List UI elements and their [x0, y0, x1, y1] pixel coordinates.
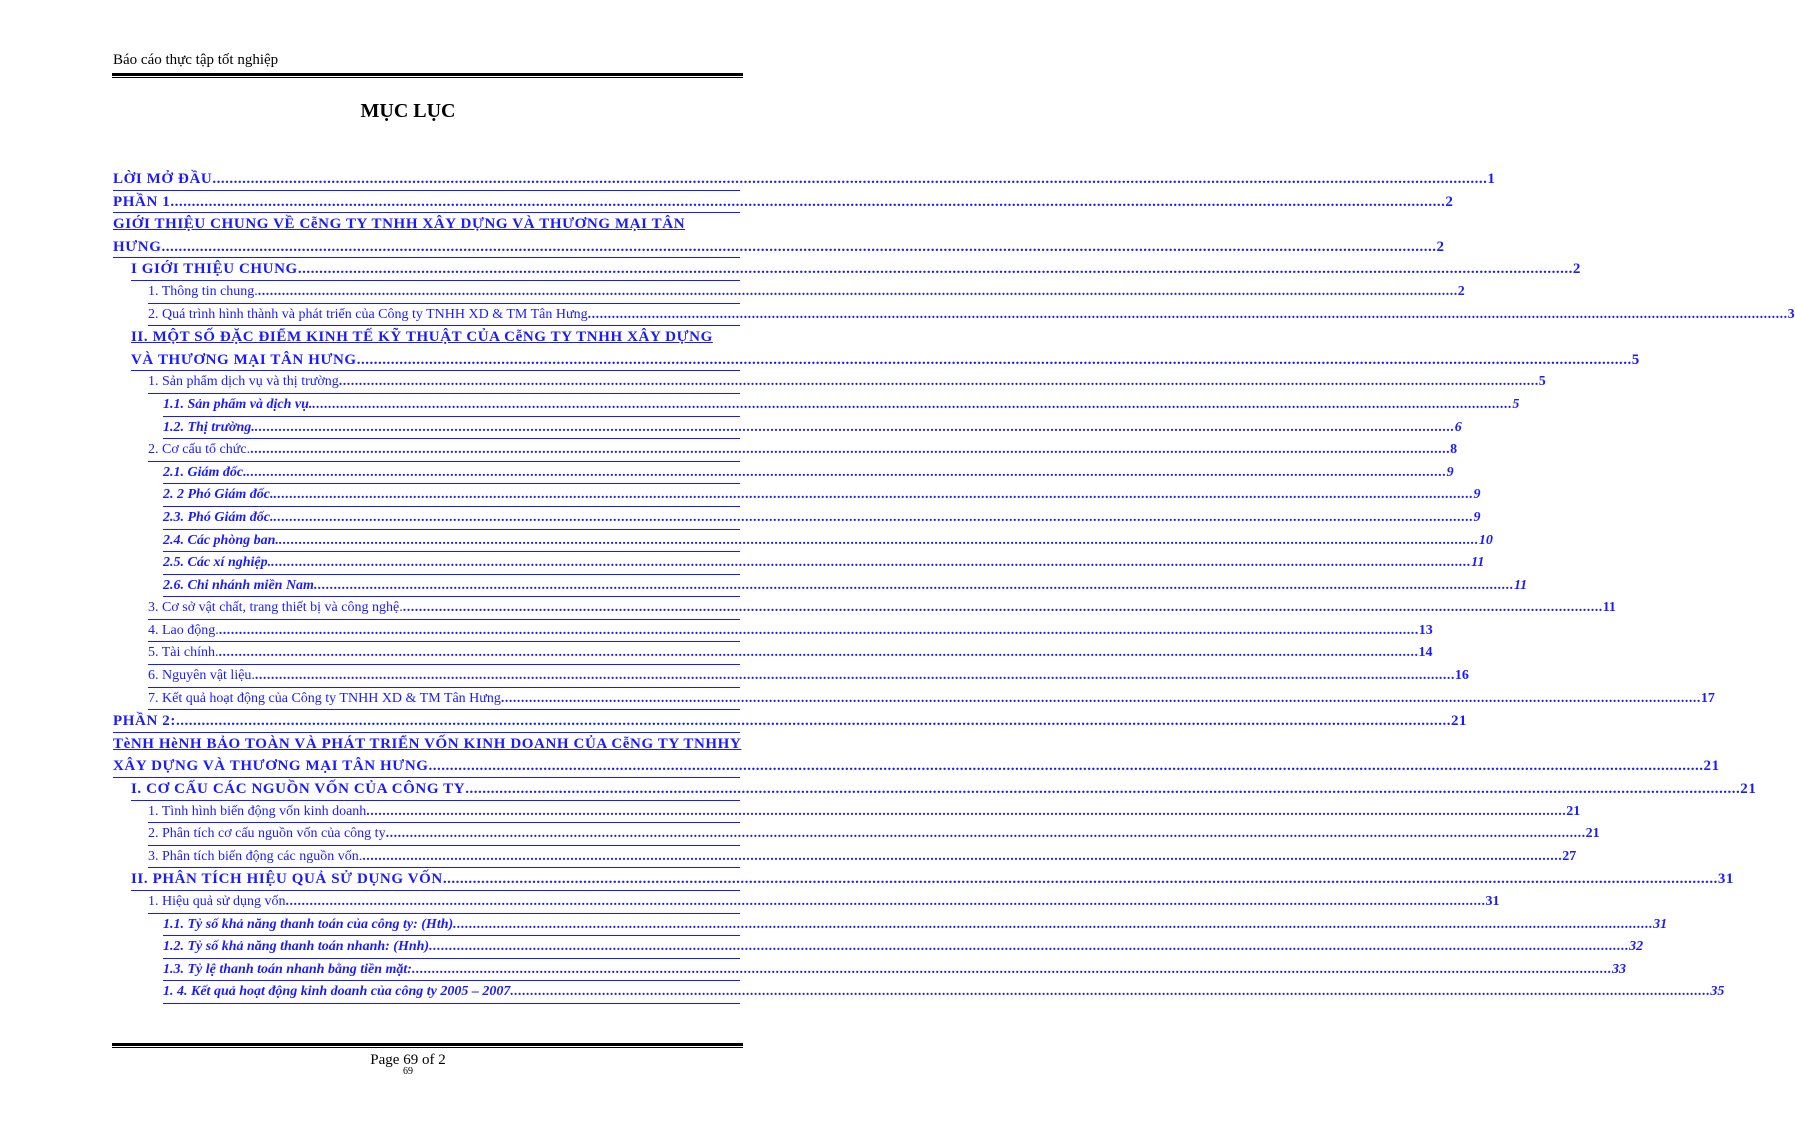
toc-entry[interactable]	[163, 462, 1454, 485]
footer-rule	[112, 1043, 743, 1048]
page-footer: Page 69 of 2	[370, 1052, 446, 1068]
toc-entry[interactable]	[131, 326, 740, 349]
header-rule	[112, 73, 743, 78]
dot-leader: ............................................................................................................................................................................................................................................................................................................	[312, 396, 1513, 412]
dot-leader: ............................................................................................................................................................................................................................................................................................................	[366, 803, 1567, 819]
dot-leader: ............................................................................................................................................................................................................................................................................................................	[385, 826, 1586, 842]
dot-leader: ............................................................................................................................................................................................................................................................................................................	[356, 351, 1632, 368]
toc-entry-title[interactable]: PHẦN 2:	[113, 713, 176, 730]
toc-entry-title[interactable]: 2. Quá trình hình thành và phát triển của Công ty TNHH XD & TM Tân Hưng	[148, 306, 588, 322]
toc-entry[interactable]	[131, 868, 1735, 891]
toc-entry[interactable]	[148, 620, 1433, 643]
toc-entry-title[interactable]: 1.1. Sản phẩm và dịch vụ.	[163, 396, 313, 412]
toc-entry-title[interactable]: 2. Cơ cấu tổ chức.	[148, 442, 251, 458]
toc-entry[interactable]	[148, 642, 1433, 665]
dot-leader: ............................................................................................................................................................................................................................................................................................................	[218, 622, 1419, 638]
toc-entry-title[interactable]: 1. Tình hình biến động vốn kinh doanh	[148, 803, 367, 819]
toc-page-number[interactable]: 21	[1450, 713, 1468, 730]
toc-entry-title[interactable]: 3. Phân tích biến động các nguồn vốn.	[148, 848, 363, 864]
dot-leader: ............................................................................................................................................................................................................................................................................................................	[429, 939, 1630, 955]
toc-entry-title[interactable]: I. CƠ CẤU CÁC NGUỒN VỐN CỦA CÔNG TY	[131, 781, 466, 798]
toc-entry[interactable]	[131, 258, 1581, 281]
toc-entry[interactable]	[113, 236, 1445, 259]
toc-entry-title[interactable]: 2. Phân tích cơ cấu nguồn vốn của công ty	[148, 826, 386, 842]
toc-page-number[interactable]: 9	[1473, 487, 1481, 503]
toc-entry-title[interactable]: 1. Thông tin chung.	[148, 283, 258, 299]
toc-entry[interactable]	[163, 575, 1528, 598]
toc-entry-title[interactable]: I GIỚI THIỆU CHUNG	[131, 261, 298, 278]
toc-entry-title[interactable]: 7. Kết quả hoạt động của Công ty TNHH XD & TM Tân Hưng	[148, 690, 501, 706]
toc-page-number[interactable]: 11	[1602, 600, 1616, 616]
toc-entry[interactable]	[163, 981, 1725, 1004]
toc-entry-title[interactable]: II. PHÂN TÍCH HIỆU QUẢ SỬ DỤNG VỐN	[131, 871, 443, 888]
toc-entry[interactable]	[163, 530, 1493, 553]
toc-page-number[interactable]: 21	[1566, 803, 1581, 819]
dot-leader: ............................................................................................................................................................................................................................................................................................................	[278, 532, 1479, 548]
toc-entry[interactable]	[148, 891, 1500, 914]
toc-entry-title[interactable]: LỜI MỞ ĐẦU	[113, 171, 213, 187]
toc-entry[interactable]	[163, 552, 1485, 575]
toc-entry-title[interactable]: 2.3. Phó Giám đốc.	[163, 509, 274, 525]
page-title: MỤC LỤC	[360, 100, 456, 122]
dot-leader: ............................................................................................................................................................................................................................................................................................................	[285, 894, 1486, 909]
toc-entry-title[interactable]: 2. 2 Phó Giám đốc.	[163, 487, 274, 503]
toc-entry[interactable]	[148, 597, 1616, 620]
dot-leader: ............................................................................................................................................................................................................................................................................................................	[175, 713, 1451, 730]
toc-entry[interactable]	[131, 778, 1757, 801]
toc-entry[interactable]	[113, 755, 1720, 778]
dot-leader: ............................................................................................................................................................................................................................................................................................................	[212, 171, 1488, 187]
dot-leader: ............................................................................................................................................................................................................................................................................................................	[453, 916, 1654, 932]
toc-page-number[interactable]: 5	[1631, 351, 1640, 368]
toc-entry-title[interactable]: XÂY DỰNG VÀ THƯƠNG MẠI TÂN HƯNG	[113, 758, 429, 775]
toc-page-number[interactable]: 32	[1629, 939, 1644, 955]
toc-page-number[interactable]: 2	[1572, 261, 1581, 278]
toc-page-number[interactable]: 1	[1487, 171, 1496, 187]
dot-leader: ............................................................................................................................................................................................................................................................................................................	[250, 442, 1451, 458]
toc-entry[interactable]	[113, 733, 740, 756]
toc-entry[interactable]	[113, 168, 1496, 191]
toc-entry-title[interactable]: 1. 4. Kết quả hoạt động kinh doanh của công ty 2005 – 2007	[163, 984, 511, 1000]
toc-entry-title[interactable]: PHẦN 1	[113, 193, 171, 210]
dot-leader: ............................................................................................................................................................................................................................................................................................................	[254, 668, 1455, 684]
dot-leader: ............................................................................................................................................................................................................................................................................................................	[257, 283, 1458, 299]
toc-page-number[interactable]: 33	[1611, 961, 1626, 977]
toc-entry[interactable]	[163, 417, 1462, 440]
toc-page-number[interactable]: 31	[1653, 916, 1668, 932]
toc-page-number[interactable]: 11	[1471, 555, 1485, 571]
toc-entry-title[interactable]: TèNH HèNH BẢO TOÀN VÀ PHÁT TRIỂN VỐN KINH DOANH CỦA CễNG TY TNHHY	[113, 735, 742, 752]
toc-page-number[interactable]: 6	[1454, 419, 1462, 435]
toc-entry-title[interactable]: 2.6. Chi nhánh miền Nam	[163, 577, 314, 593]
dot-leader: ............................................................................................................................................................................................................................................................................................................	[246, 464, 1447, 480]
toc-page-number[interactable]: 5	[1538, 374, 1546, 390]
toc-entry[interactable]	[163, 484, 1481, 507]
toc-entry[interactable]	[113, 710, 1468, 733]
toc-entry[interactable]	[148, 846, 1577, 869]
toc-entry[interactable]	[113, 191, 1454, 214]
toc-entry-title[interactable]: 1. Hiệu quả sử dụng vốn	[148, 894, 286, 909]
toc-entry-title[interactable]: 2.4. Các phòng ban.	[163, 532, 279, 548]
toc-entry-title[interactable]: GIỚI THIỆU CHUNG VỀ CễNG TY TNHH XÂY DỰNG VÀ THƯƠNG MẠI TÂN	[113, 216, 686, 233]
dot-leader: ............................................................................................................................................................................................................................................................................................................	[271, 555, 1472, 571]
toc-page-number[interactable]: 2	[1445, 193, 1454, 210]
toc-entry[interactable]	[148, 801, 1581, 824]
dot-leader: ............................................................................................................................................................................................................................................................................................................	[254, 419, 1455, 435]
toc-entry[interactable]	[131, 349, 1640, 372]
dot-leader: ............................................................................................................................................................................................................................................................................................................	[411, 961, 1612, 977]
toc-entry[interactable]	[163, 914, 1668, 937]
toc-page-number[interactable]: 31	[1485, 894, 1500, 909]
table-of-contents	[113, 168, 1795, 1004]
page-number-overlay: 69	[403, 1066, 413, 1077]
toc-page-number[interactable]: 35	[1710, 984, 1725, 1000]
toc-entry-title[interactable]: 2.5. Các xí nghiệp.	[163, 555, 272, 571]
toc-page-number[interactable]: 16	[1454, 668, 1469, 684]
dot-leader: ............................................................................................................................................................................................................................................................................................................	[428, 758, 1704, 775]
toc-page-number[interactable]: 8	[1450, 442, 1458, 458]
toc-entry-title[interactable]: 5. Tài chính.	[148, 645, 219, 661]
toc-entry-title[interactable]: 1.1. Tỷ số khả năng thanh toán của công ty: (Hth)	[163, 916, 454, 932]
toc-entry[interactable]	[148, 281, 1465, 304]
toc-entry[interactable]	[148, 371, 1546, 394]
toc-page-number[interactable]: 21	[1740, 781, 1757, 798]
toc-page-number[interactable]: 2	[1457, 283, 1465, 299]
dot-leader: ............................................................................................................................................................................................................................................................................................................	[362, 848, 1563, 864]
toc-page-number[interactable]: 14	[1418, 645, 1433, 661]
toc-page-number[interactable]: 21	[1585, 826, 1600, 842]
dot-leader: ............................................................................................................................................................................................................................................................................................................	[338, 374, 1539, 390]
dot-leader: ............................................................................................................................................................................................................................................................................................................	[442, 871, 1718, 888]
toc-page-number[interactable]: 31	[1717, 871, 1735, 888]
toc-entry-title[interactable]: 1.2. Tỷ số khả năng thanh toán nhanh: (Hnh)	[163, 939, 430, 955]
toc-entry[interactable]	[113, 213, 740, 236]
dot-leader: ............................................................................................................................................................................................................................................................................................................	[297, 261, 1573, 278]
toc-page-number[interactable]: 21	[1703, 758, 1720, 775]
toc-entry[interactable]	[163, 959, 1626, 982]
running-header: Báo cáo thực tập tốt nghiệp	[113, 52, 279, 68]
dot-leader: ............................................................................................................................................................................................................................................................................................................	[510, 984, 1711, 1000]
dot-leader: ............................................................................................................................................................................................................................................................................................................	[500, 690, 1701, 706]
toc-page-number[interactable]: 10	[1478, 532, 1493, 548]
toc-entry-title[interactable]: VÀ THƯƠNG MẠI TÂN HƯNG	[131, 351, 357, 368]
toc-entry-title[interactable]: 3. Cơ sở vật chất, trang thiết bị và công nghệ.	[148, 600, 403, 616]
toc-entry-title[interactable]: 2.1. Giám đốc.	[163, 464, 247, 480]
dot-leader: ............................................................................................................................................................................................................................................................................................................	[402, 600, 1603, 616]
toc-entry[interactable]	[163, 507, 1481, 530]
dot-leader: ............................................................................................................................................................................................................................................................................................................	[170, 193, 1446, 210]
toc-entry[interactable]	[163, 394, 1520, 417]
toc-entry-title[interactable]: 1. Sản phẩm dịch vụ và thị trường	[148, 374, 339, 390]
toc-entry-title[interactable]: HƯNG	[113, 238, 162, 255]
dot-leader: ............................................................................................................................................................................................................................................................................................................	[313, 577, 1514, 593]
dot-leader: ............................................................................................................................................................................................................................................................................................................	[465, 781, 1741, 798]
toc-entry-title[interactable]: II. MỘT SỐ ĐẶC ĐIỂM KINH TẾ KỸ THUẬT CỦA CễNG TY TNHH XÂY DỰNG	[131, 329, 713, 346]
dot-leader: ............................................................................................................................................................................................................................................................................................................	[218, 645, 1419, 661]
dot-leader: ............................................................................................................................................................................................................................................................................................................	[273, 487, 1474, 503]
toc-page-number[interactable]: 3	[1787, 306, 1795, 322]
dot-leader: ............................................................................................................................................................................................................................................................................................................	[161, 238, 1437, 255]
dot-leader: ............................................................................................................................................................................................................................................................................................................	[587, 306, 1788, 322]
toc-page-number[interactable]: 17	[1700, 690, 1715, 706]
toc-entry[interactable]	[148, 304, 1795, 327]
toc-entry-title[interactable]: 6. Nguyên vật liệu.	[148, 668, 255, 684]
toc-page-number[interactable]: 11	[1513, 577, 1528, 593]
toc-page-number[interactable]: 2	[1436, 238, 1445, 255]
toc-entry[interactable]	[163, 936, 1644, 959]
toc-page-number[interactable]: 9	[1473, 509, 1481, 525]
toc-entry[interactable]	[148, 665, 1469, 688]
toc-entry-title[interactable]: 1.3. Tỷ lệ thanh toán nhanh bằng tiền mặt:	[163, 961, 412, 977]
toc-page-number[interactable]: 13	[1418, 622, 1433, 638]
toc-entry[interactable]	[148, 823, 1600, 846]
toc-page-number[interactable]: 5	[1512, 396, 1520, 412]
toc-page-number[interactable]: 9	[1446, 464, 1454, 480]
toc-entry-title[interactable]: 1.2. Thị trường.	[163, 419, 255, 435]
toc-entry[interactable]	[148, 688, 1715, 711]
toc-entry-title[interactable]: 4. Lao động.	[148, 622, 219, 638]
toc-entry[interactable]	[148, 439, 1458, 462]
dot-leader: ............................................................................................................................................................................................................................................................................................................	[273, 509, 1474, 525]
toc-page-number[interactable]: 27	[1562, 848, 1577, 864]
